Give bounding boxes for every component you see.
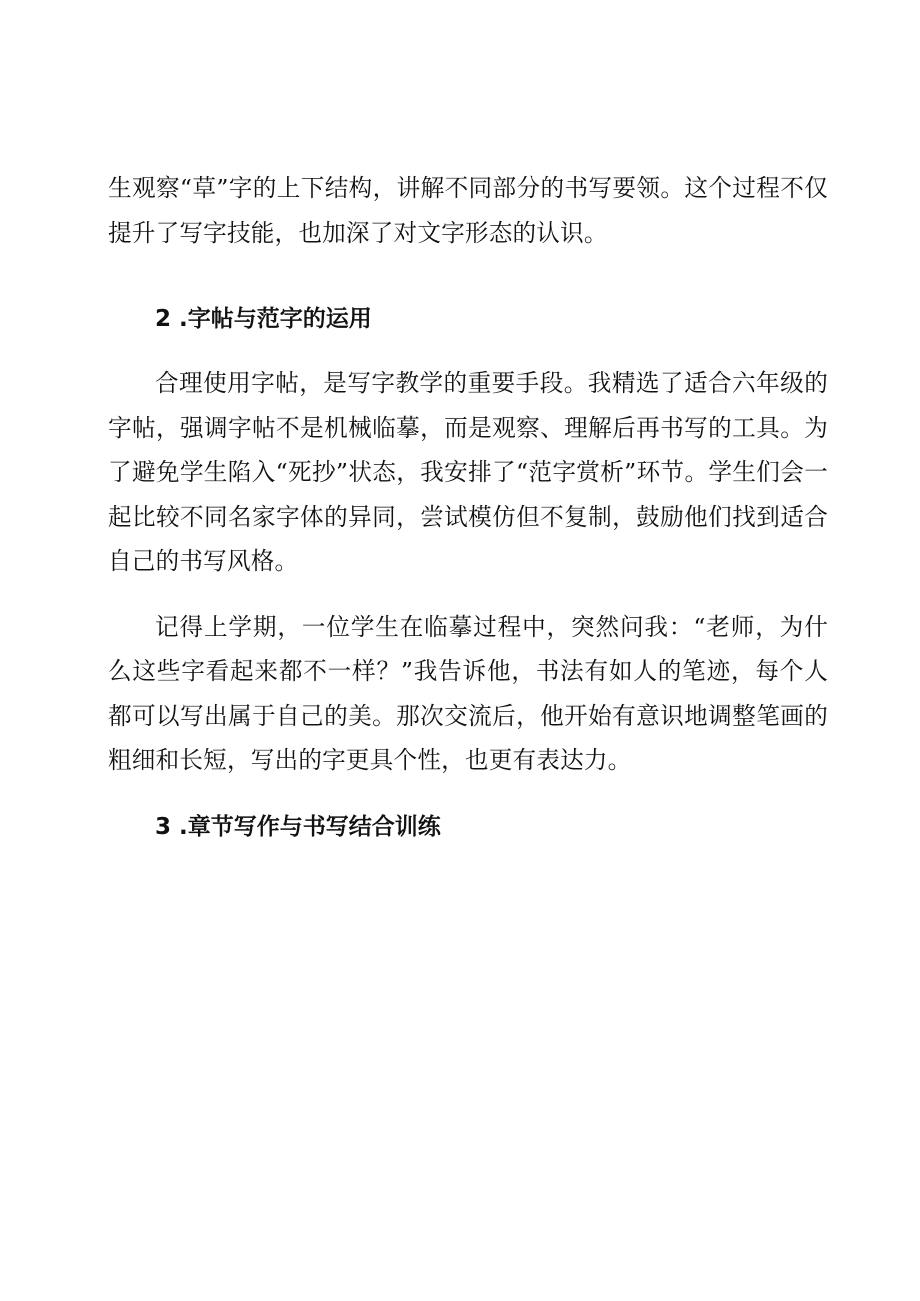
section-heading-3: 3 .章节写作与书写结合训练 <box>155 813 441 840</box>
spacer <box>108 341 828 361</box>
section-heading-2: 2 .字帖与范字的运用 <box>155 306 372 332</box>
body-paragraph-copybook: 合理使用字帖，是写字教学的重要手段。我精选了适合六年级的字帖，强调字帖不是机械临摹，而是观察、理解后再书写的工具。为了避免学生陷入“死抄”状态，我安排了“范字赏析”环节。学生们会一起比较不同名家字体的异同，尝试模仿但不复制，鼓励他们找到适合自己的书写风格。 <box>108 369 828 575</box>
spacer <box>108 255 828 297</box>
document-body <box>108 166 828 849</box>
spacer <box>108 584 828 605</box>
body-paragraph-continuation: 生观察“草”字的上下结构，讲解不同部分的书写要领。这个过程不仅提升了写字技能，也加深了对文字形态的认识。 <box>108 174 828 247</box>
body-paragraph-anecdote: 记得上学期，一位学生在临摹过程中，突然问我：“老师，为什么这些字看起来都不一样？”我告诉他，书法有如人的笔迹，每个人都可以写出属于自己的美。那次交流后，他开始有意识地调整笔画的粗细和长短，写出的字更具个性，也更有表达力。 <box>108 612 828 774</box>
spacer <box>108 783 828 805</box>
